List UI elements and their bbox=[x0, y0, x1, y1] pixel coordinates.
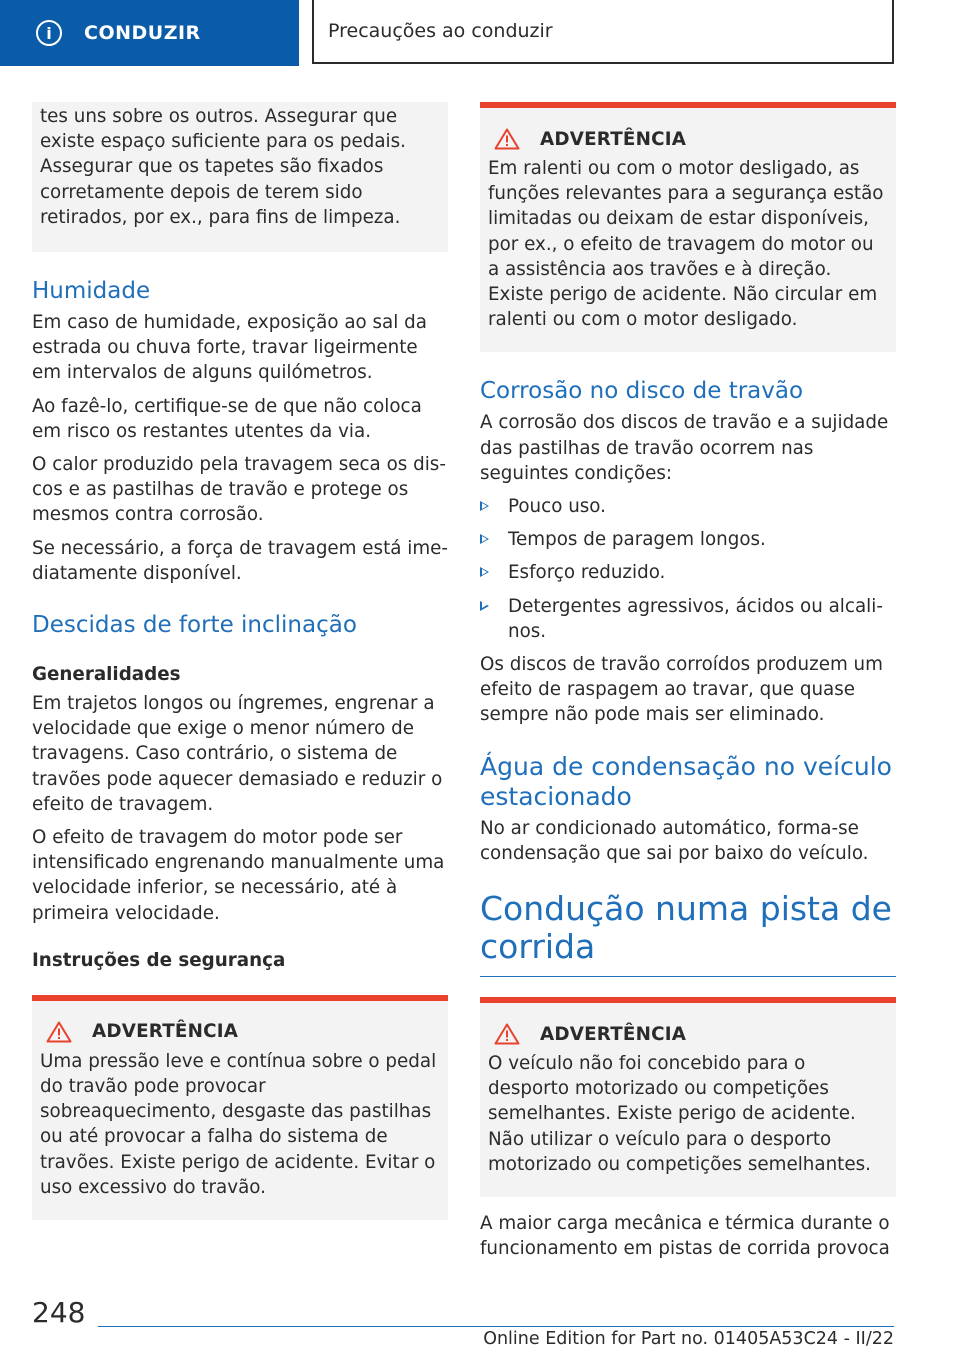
warning-title: ADVERTÊNCIA bbox=[540, 1023, 687, 1045]
bullet-arrow-icon bbox=[480, 534, 489, 544]
warning-triangle-icon bbox=[494, 1023, 520, 1045]
paragraph: A maior carga mecânica e térmica durante o funcionamento em pistas de corrida provoca bbox=[480, 1213, 890, 1260]
warning-text: Uma pressão leve e contínua sobre o pedal do travão pode provocar sobreaquecimento, desgaste das pastilhas ou até provocar a falha do sistema de travões. Existe perigo de acidente. Evitar o uso excessivo do travão. bbox=[40, 1050, 437, 1198]
list-item: Tempos de paragem longos. bbox=[480, 527, 896, 552]
subheading-instrucoes: Instruções de segurança bbox=[32, 949, 286, 971]
paragraph: A corrosão dos discos de travão e a sujidade das pastilhas de travão ocorrem nas seguintes condições: bbox=[480, 412, 889, 484]
heading-descidas: Descidas de forte inclinação bbox=[32, 612, 357, 639]
bullet-arrow-icon bbox=[480, 567, 489, 577]
footer-edition: Online Edition for Part no. 01405A53C24 - II/22 bbox=[483, 1329, 894, 1349]
info-icon: i bbox=[36, 20, 62, 46]
continued-info-box bbox=[32, 102, 448, 252]
page-header bbox=[312, 0, 894, 64]
warning-title: ADVERTÊNCIA bbox=[540, 128, 687, 150]
warning-box bbox=[480, 997, 896, 1197]
left-column bbox=[32, 102, 448, 1220]
heading-agua: Água de condensação no veículo estacionado bbox=[480, 751, 892, 811]
chapter-label: CONDUZIR bbox=[84, 22, 201, 44]
continued-info-text: tes uns sobre os outros. Assegurar que existe espaço suficiente para os pedais. Assegurar que os tapetes são fixados corretamente depois de terem sido retirados, por ex., para fins de limpeza. bbox=[40, 106, 406, 228]
paragraph: No ar condicionado automático, forma-se condensação que sai por baixo do veículo. bbox=[480, 817, 869, 864]
heading-humidade: Humidade bbox=[32, 278, 151, 305]
page-header-title: Precauções ao conduzir bbox=[328, 20, 553, 42]
warning-title: ADVERTÊNCIA bbox=[92, 1021, 239, 1043]
paragraph: Os discos de travão corroídos produzem um efeito de raspagem ao travar, que quase sempre não pode mais ser eliminado. bbox=[480, 654, 883, 726]
paragraph: Se necessário, a força de travagem está imediatamente disponível. bbox=[32, 537, 449, 584]
subheading-generalidades: Generalidades bbox=[32, 664, 181, 686]
warning-box bbox=[32, 995, 448, 1220]
list-item: Detergentes agressivos, ácidos ou alcalinos. bbox=[480, 594, 896, 644]
conditions-list bbox=[480, 494, 896, 644]
heading-pista: Condução numa pista de corrida bbox=[480, 890, 896, 977]
warning-text: Em ralenti ou com o motor desligado, as funções relevantes para a segurança estão limitadas ou deixam de estar disponíveis, por ex., o efeito de travagem do motor ou a assistência aos travões e à direção. Existe perigo de acidente. Não circular em ralenti ou com o motor desligado. bbox=[488, 158, 884, 331]
chapter-tab bbox=[0, 0, 299, 66]
paragraph: Ao fazê-lo, certifique-se de que não coloca em risco os restantes utentes da via. bbox=[32, 395, 422, 442]
paragraph: Em trajetos longos ou íngremes, engrenar a velocidade que exige o menor número de travagens. Caso contrário, o sistema de travões pode aquecer demasiado e reduzir o efeito de travagem. bbox=[32, 693, 443, 815]
bullet-arrow-icon bbox=[480, 501, 489, 511]
warning-box bbox=[480, 102, 896, 352]
heading-corrosao: Corrosão no disco de travão bbox=[480, 378, 804, 405]
paragraph: O efeito de travagem do motor pode ser intensificado engrenando manualmente uma velocidade inferior, se necessário, até à primeira velocidade. bbox=[32, 827, 445, 924]
warning-triangle-icon bbox=[494, 128, 520, 150]
footer-divider bbox=[98, 1326, 894, 1327]
paragraph: Em caso de humidade, exposição ao sal da estrada ou chuva forte, travar ligeirmente em intervalos de alguns quilómetros. bbox=[32, 312, 427, 384]
list-item: Esforço reduzido. bbox=[480, 560, 896, 585]
list-item: Pouco uso. bbox=[480, 494, 896, 519]
warning-triangle-icon bbox=[46, 1021, 72, 1043]
paragraph: O calor produzido pela travagem seca os discos e as pastilhas de travão e protege os mesmos contra corrosão. bbox=[32, 454, 446, 526]
warning-text: O veículo não foi concebido para o desporto motorizado ou competições semelhantes. Existe perigo de acidente. Não utilizar o veículo para o desporto motorizado ou competições semelhantes. bbox=[488, 1053, 871, 1175]
page-number: 248 bbox=[32, 1296, 86, 1329]
right-column bbox=[480, 102, 896, 1269]
bullet-arrow-icon bbox=[480, 601, 489, 611]
